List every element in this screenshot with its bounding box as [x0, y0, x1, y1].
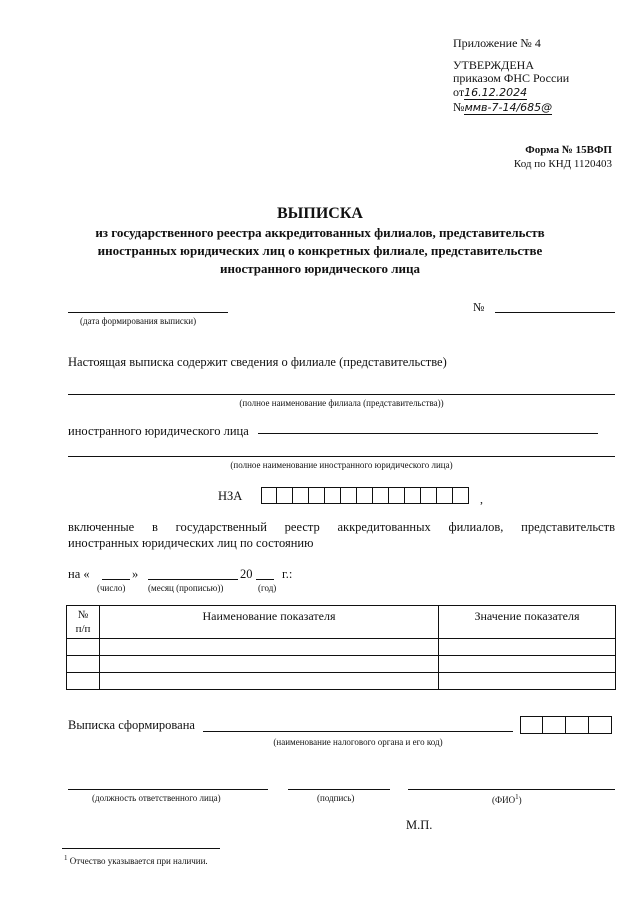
table-row — [67, 639, 616, 656]
order-date — [453, 85, 527, 100]
branch-name-caption: (полное наименование филиала (представительства)) — [239, 398, 444, 408]
included-word: филиалов, — [448, 520, 504, 534]
nza-label: НЗА — [218, 489, 243, 503]
order-date-handwritten: 16.12.2024 — [464, 86, 528, 99]
included-word: в — [152, 520, 158, 534]
col-header-value: Значение показателя — [439, 606, 616, 639]
tax-code-box[interactable] — [566, 716, 589, 734]
order-number-prefix: № — [453, 100, 465, 114]
date-on-label: на « — [68, 567, 90, 581]
included-line-1 — [68, 520, 615, 535]
nza-box[interactable] — [437, 487, 453, 504]
fio-footnote-mark: 1 — [515, 793, 519, 801]
indicator-table — [66, 605, 616, 690]
col-header-number — [67, 606, 100, 639]
table-cell[interactable] — [67, 639, 100, 656]
nza-boxes[interactable] — [261, 487, 469, 504]
date-year-suffix: г.: — [282, 567, 293, 581]
fio-caption — [492, 793, 522, 805]
formation-date-line — [68, 312, 228, 313]
tax-code-box[interactable] — [543, 716, 566, 734]
col-header-number-text: № п/п — [75, 609, 91, 635]
included-word: представительств — [521, 520, 615, 534]
tax-code-box[interactable] — [589, 716, 612, 734]
nza-box[interactable] — [373, 487, 389, 504]
table-cell[interactable] — [67, 673, 100, 690]
foreign-entity-label: иностранного юридического лица — [68, 424, 249, 438]
nza-comma: , — [480, 492, 483, 506]
tax-code-boxes[interactable] — [520, 716, 612, 734]
position-caption: (должность ответственного лица) — [92, 793, 221, 803]
date-year-line — [256, 579, 274, 580]
table-cell[interactable] — [100, 673, 439, 690]
tax-authority-line — [203, 731, 513, 732]
date-year-prefix: 20 — [240, 567, 253, 581]
approved-label: УТВЕРЖДЕНА — [453, 58, 535, 72]
stamp-label: М.П. — [406, 818, 433, 832]
included-word: включенные — [68, 520, 135, 534]
table-row — [67, 673, 616, 690]
date-month-line — [148, 579, 238, 580]
date-year-caption: (год) — [258, 583, 277, 593]
fio-caption-close: ) — [518, 795, 522, 805]
included-word: реестр — [284, 520, 320, 534]
table-cell[interactable] — [67, 656, 100, 673]
title-line-3: иностранного юридического лица — [219, 261, 420, 276]
table-row — [67, 656, 616, 673]
nza-box[interactable] — [325, 487, 341, 504]
fio-line — [408, 789, 615, 790]
position-line — [68, 789, 268, 790]
nza-box[interactable] — [453, 487, 469, 504]
date-quote-close: » — [132, 567, 139, 581]
branch-name-line — [68, 394, 615, 395]
nza-box[interactable] — [341, 487, 357, 504]
foreign-entity-line-1 — [258, 433, 598, 434]
footnote — [64, 854, 208, 866]
foreign-entity-line-2 — [68, 456, 615, 457]
extract-number-label: № — [473, 300, 485, 314]
signature-line — [288, 789, 390, 790]
generated-label: Выписка сформирована — [68, 718, 195, 732]
table-cell[interactable] — [439, 656, 616, 673]
foreign-entity-caption: (полное наименование иностранного юридического лица) — [230, 460, 453, 470]
included-word: аккредитованных — [337, 520, 431, 534]
order-label: приказом ФНС России — [453, 71, 570, 85]
included-word: государственный — [175, 520, 267, 534]
footnote-mark: 1 — [64, 854, 68, 862]
nza-box[interactable] — [421, 487, 437, 504]
footnote-text: Отчество указывается при наличии. — [69, 856, 208, 866]
order-number — [453, 100, 552, 115]
order-date-prefix: от — [453, 85, 465, 99]
date-day-caption: (число) — [97, 583, 126, 593]
table-cell[interactable] — [100, 656, 439, 673]
included-line-2: иностранных юридических лиц по состоянию — [68, 536, 314, 550]
date-day-line — [102, 579, 130, 580]
formation-date-caption: (дата формирования выписки) — [80, 316, 197, 326]
tax-authority-caption: (наименование налогового органа и его код) — [273, 737, 443, 747]
order-number-handwritten: ммв-7-14/685@ — [464, 101, 553, 114]
knd-code: Код по КНД 1120403 — [513, 158, 612, 170]
contains-text: Настоящая выписка содержит сведения о филиале (представительстве) — [68, 355, 447, 369]
nza-box[interactable] — [389, 487, 405, 504]
table-cell[interactable] — [100, 639, 439, 656]
nza-box[interactable] — [261, 487, 277, 504]
extract-number-line — [495, 312, 615, 313]
nza-box[interactable] — [357, 487, 373, 504]
date-month-caption: (месяц (прописью)) — [148, 583, 224, 593]
nza-box[interactable] — [277, 487, 293, 504]
nza-box[interactable] — [405, 487, 421, 504]
table-cell[interactable] — [439, 673, 616, 690]
col-header-indicator: Наименование показателя — [100, 606, 439, 639]
appendix-label: Приложение № 4 — [453, 36, 541, 50]
fio-caption-text: (ФИО — [492, 795, 516, 805]
nza-box[interactable] — [293, 487, 309, 504]
title-line-2: иностранных юридических лиц о конкретных филиале, представительстве — [97, 243, 543, 258]
table-cell[interactable] — [439, 639, 616, 656]
title-line-1: из государственного реестра аккредитованных филиалов, представительств — [95, 225, 545, 240]
tax-code-box[interactable] — [520, 716, 543, 734]
footnote-separator — [62, 848, 220, 849]
form-number: Форма № 15ВФП — [525, 144, 612, 156]
document-title: ВЫПИСКА — [277, 205, 363, 222]
nza-box[interactable] — [309, 487, 325, 504]
signature-caption: (подпись) — [317, 793, 355, 803]
table-header-row — [67, 606, 616, 639]
